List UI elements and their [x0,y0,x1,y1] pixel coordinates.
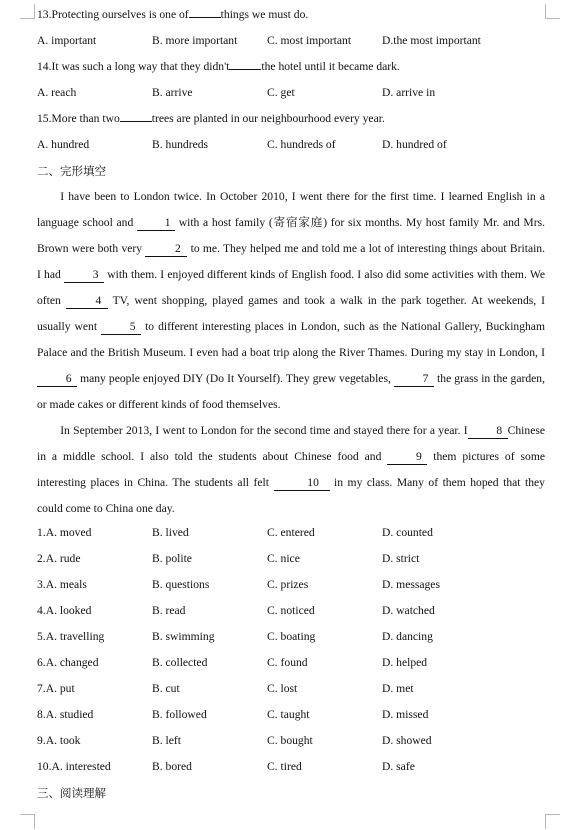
q14-option-c: C. get [267,86,295,99]
cloze-option-2c: C. nice [267,552,300,565]
cloze-option-10b: B. bored [152,760,192,773]
cloze-option-3b: B. questions [152,578,210,591]
cloze-option-6c: C. found [267,656,308,669]
passage-text: In September 2013, I went to London for the second time and stayed there for a year. I [60,424,468,437]
cloze-option-1d: D. counted [382,526,433,539]
crop-mark-top-left [20,4,35,19]
crop-mark-bottom-right [545,814,560,829]
cloze-option-9c: C. bought [267,734,313,747]
cloze-passage [37,184,545,522]
cloze-option-6b: B. collected [152,656,208,669]
question-15-text-end: trees are planted in our neighbourhood every year. [151,112,385,125]
cloze-option-7b: B. cut [152,682,180,695]
cloze-option-10a: 10.A. interested [37,760,111,773]
cloze-option-1b: B. lived [152,526,189,539]
q14-option-b: B. arrive [152,86,193,99]
cloze-option-8a: 8.A. studied [37,708,94,721]
cloze-blank-10: 10 [274,476,330,491]
cloze-blank-2: 2 [145,242,187,257]
passage-text: in my class. Many of them hoped that they could come to China one day. [37,476,545,515]
cloze-option-6d: D. helped [382,656,428,669]
cloze-option-3c: C. prizes [267,578,309,591]
question-13-text: 13.Protecting ourselves is one of [37,8,189,21]
q15-option-b: B. hundreds [152,138,209,151]
cloze-option-8d: D. missed [382,708,429,721]
question-14-text: 14.It was such a long way that they didn't [37,60,230,73]
answer-blank [189,17,221,18]
crop-mark-bottom-left [20,814,35,829]
cloze-option-3d: D. messages [382,578,440,591]
passage-text: Chinese in a middle school. I also told the students about Chinese food and [37,424,545,463]
cloze-blank-4: 4 [66,294,108,309]
q13-option-a: A. important [37,34,97,47]
passage-text: with them. I enjoyed different kinds of English food. I also did some activities with them. We often [37,268,545,307]
passage-text: to different interesting places in London, such as the National Gallery, Buckingham Palace and the British Museum. I even had a boat trip along the River Thames. During my stay in London, I [37,320,545,359]
cloze-option-2a: 2.A. rude [37,552,81,565]
cloze-option-7c: C. lost [267,682,298,695]
question-13 [37,7,308,23]
question-14 [37,59,400,75]
passage-paragraph-1 [37,184,545,418]
cloze-option-3a: 3.A. meals [37,578,87,591]
section-heading-cloze: 二、完形填空 [37,164,106,178]
cloze-option-9d: D. showed [382,734,432,747]
passage-text: with a host family (寄宿家庭) for six months. My host family Mr. and Mrs. Brown were both very [37,216,545,255]
cloze-option-5d: D. dancing [382,630,433,643]
cloze-option-4a: 4.A. looked [37,604,92,617]
passage-text: to me. They helped me and told me a lot of interesting things about Britain. I had [37,242,546,281]
passage-text: many people enjoyed DIY (Do It Yourself). They grew vegetables, [80,372,391,385]
cloze-blank-1: 1 [137,216,175,231]
answer-blank [120,121,152,122]
cloze-option-4d: D. watched [382,604,435,617]
q13-option-b: B. more important [152,34,238,47]
q15-option-d: D. hundred of [382,138,447,151]
passage-text: them pictures of some interesting places in China. The students all felt [37,450,545,489]
q14-option-a: A. reach [37,86,77,99]
passage-text: TV, went shopping, played games and took a walk in the park together. At weekends, I usually went [37,294,545,333]
q15-option-c: C. hundreds of [267,138,336,151]
section-heading-reading: 三、阅读理解 [37,786,106,800]
cloze-blank-9: 9 [387,450,427,465]
cloze-option-8c: C. taught [267,708,310,721]
cloze-option-5c: C. boating [267,630,316,643]
cloze-option-10c: C. tired [267,760,302,773]
cloze-option-2d: D. strict [382,552,420,565]
question-14-text-end: the hotel until it became dark. [261,60,400,73]
crop-mark-top-right [545,4,560,19]
passage-paragraph-2 [37,418,545,522]
cloze-option-7d: D. met [382,682,414,695]
cloze-blank-3: 3 [64,268,104,283]
question-15 [37,111,385,127]
q14-option-d: D. arrive in [382,86,436,99]
cloze-option-5a: 5.A. travelling [37,630,105,643]
cloze-option-5b: B. swimming [152,630,215,643]
cloze-option-9b: B. left [152,734,181,747]
answer-blank [229,69,261,70]
cloze-blank-6: 6 [37,372,77,387]
cloze-option-6a: 6.A. changed [37,656,99,669]
passage-text: I have been to London twice. In October 2010, I went there for the first time. I learned English in a language school and [37,190,545,229]
q13-option-c: C. most important [267,34,352,47]
cloze-option-1a: 1.A. moved [37,526,92,539]
cloze-option-4b: B. read [152,604,186,617]
cloze-option-10d: D. safe [382,760,415,773]
q13-option-d: D.the most important [382,34,481,47]
cloze-option-8b: B. followed [152,708,207,721]
cloze-blank-7: 7 [394,372,434,387]
passage-text: the grass in the garden, or made cakes or different kinds of food themselves. [37,372,545,411]
cloze-option-9a: 9.A. took [37,734,81,747]
cloze-option-1c: C. entered [267,526,315,539]
cloze-option-4c: C. noticed [267,604,315,617]
cloze-blank-8: 8 [468,424,508,439]
cloze-option-2b: B. polite [152,552,192,565]
question-13-text-end: things we must do. [220,8,309,21]
cloze-option-7a: 7.A. put [37,682,75,695]
cloze-blank-5: 5 [101,320,141,335]
q15-option-a: A. hundred [37,138,90,151]
question-15-text: 15.More than two [37,112,120,125]
